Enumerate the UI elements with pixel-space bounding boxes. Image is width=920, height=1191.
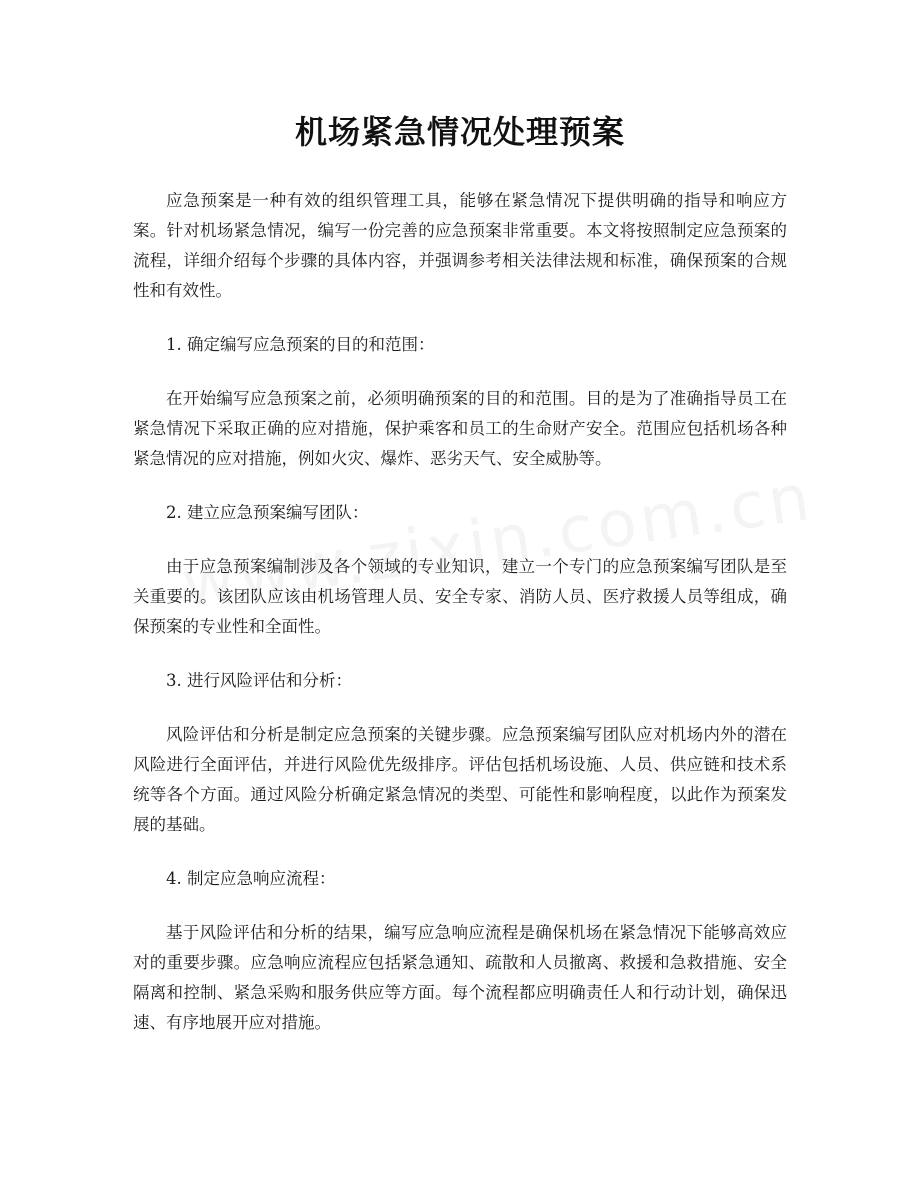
- intro-paragraph: 应急预案是一种有效的组织管理工具，能够在紧急情况下提供明确的指导和响应方案。针对机场紧急情况，编写一份完善的应急预案非常重要。本文将按照制定应急预案的流程，详细介绍每个步骤的具体内容，并强调参考相关法律法规和标准，确保预案的合规性和有效性。: [133, 191, 787, 300]
- section-paragraph-3: 风险评估和分析是制定应急预案的关键步骤。应急预案编写团队应对机场内外的潜在风险进行全面评估，并进行风险优先级排序。评估包括机场设施、人员、供应链和技术系统等各个方面。通过风险分析确定紧急情况的类型、可能性和影响程度，以此作为预案发展的基础。: [133, 725, 787, 834]
- section-heading-3: 3. 进行风险评估和分析：: [166, 671, 352, 690]
- section-paragraph-4: 基于风险评估和分析的结果，编写应急响应流程是确保机场在紧急情况下能够高效应对的重要步骤。应急响应流程应包括紧急通知、疏散和人员撤离、救援和急救措施、安全隔离和控制、紧急采购和服务供应等方面。每个流程都应明确责任人和行动计划，确保迅速、有序地展开应对措施。: [133, 923, 787, 1032]
- section-paragraph-1: 在开始编写应急预案之前，必须明确预案的目的和范围。目的是为了准确指导员工在紧急情况下采取正确的应对措施，保护乘客和员工的生命财产安全。范围应包括机场各种紧急情况的应对措施，例如火灾、爆炸、恶劣天气、安全威胁等。: [133, 389, 787, 468]
- section-heading-1: 1. 确定编写应急预案的目的和范围：: [166, 335, 435, 354]
- document-title: 机场紧急情况处理预案: [294, 113, 625, 151]
- section-heading-4: 4. 制定应急响应流程：: [166, 869, 336, 888]
- section-paragraph-2: 由于应急预案编制涉及各个领域的专业知识，建立一个专门的应急预案编写团队是至关重要的。该团队应该由机场管理人员、安全专家、消防人员、医疗救援人员等组成，确保预案的专业性和全面性。: [133, 557, 787, 636]
- document-body: [133, 186, 787, 1062]
- section-heading-2: 2. 建立应急预案编写团队：: [166, 503, 369, 522]
